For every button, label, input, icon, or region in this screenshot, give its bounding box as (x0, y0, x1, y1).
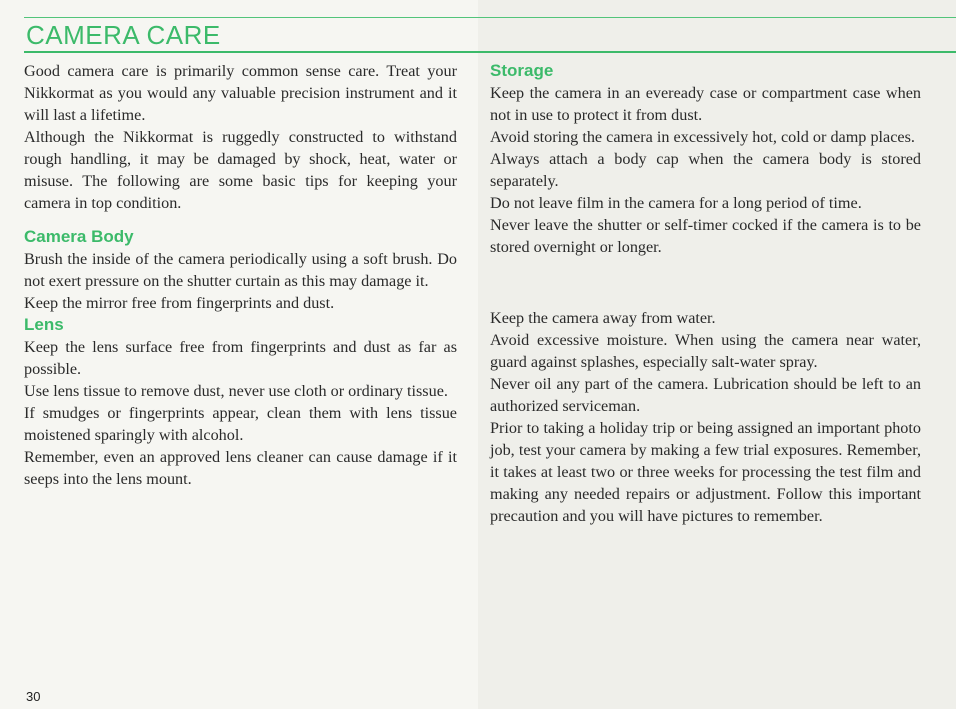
camera-body-paragraph: Brush the inside of the camera periodically using a soft brush. Do not exert pressure on the shutter curtain as this may damage it. (24, 250, 457, 290)
lens-paragraph: Keep the lens surface free from fingerprints and dust as far as possible. (24, 338, 457, 378)
page-number: 30 (26, 689, 41, 704)
general-paragraph: Keep the camera away from water. (490, 309, 716, 327)
general-paragraph: Never oil any part of the camera. Lubrication should be left to an authorized serviceman. (490, 375, 921, 415)
intro-paragraph: Although the Nikkormat is ruggedly constructed to withstand rough handling, it may be damaged by shock, heat, water or misuse. The following are some basic tips for keeping your camera in top condition. (24, 128, 457, 212)
lens-paragraph: Remember, even an approved lens cleaner can cause damage if it seeps into the lens mount. (24, 448, 457, 488)
camera-body-heading: Camera Body (24, 227, 134, 246)
storage-paragraph: Avoid storing the camera in excessively hot, cold or damp places. (490, 128, 915, 146)
right-column (490, 60, 921, 527)
storage-paragraph: Always attach a body cap when the camera body is stored separately. (490, 150, 921, 190)
lens-paragraph: If smudges or fingerprints appear, clean them with lens tissue moistened sparingly with alcohol. (24, 404, 457, 444)
page-title: CAMERA CARE (26, 20, 221, 50)
storage-heading: Storage (490, 61, 554, 80)
general-care-section (490, 307, 921, 527)
storage-paragraph: Never leave the shutter or self-timer cocked if the camera is to be stored overnight or longer. (490, 216, 921, 256)
storage-section (490, 60, 921, 258)
lens-section (24, 314, 457, 490)
intro-paragraph: Good camera care is primarily common sense care. Treat your Nikkormat as you would any valuable precision instrument and it will last a lifetime. (24, 62, 457, 124)
lens-paragraph: Use lens tissue to remove dust, never use cloth or ordinary tissue. (24, 382, 448, 400)
left-column (24, 60, 457, 490)
intro-section (24, 60, 457, 214)
general-paragraph: Avoid excessive moisture. When using the camera near water, guard against splashes, especially salt-water spray. (490, 331, 921, 371)
lens-heading: Lens (24, 315, 64, 334)
storage-paragraph: Keep the camera in an eveready case or compartment case when not in use to protect it from dust. (490, 84, 921, 124)
camera-body-section (24, 226, 457, 314)
title-underline (24, 51, 956, 53)
general-paragraph: Prior to taking a holiday trip or being assigned an important photo job, test your camera by making a few trial exposures. Remember, it takes at least two or three weeks for processing the test film and making any needed repairs or adjustment. Follow this important precaution and you will have pictures to remember. (490, 419, 921, 525)
camera-body-paragraph: Keep the mirror free from fingerprints and dust. (24, 294, 335, 312)
storage-paragraph: Do not leave film in the camera for a long period of time. (490, 194, 862, 212)
top-rule (24, 17, 956, 18)
